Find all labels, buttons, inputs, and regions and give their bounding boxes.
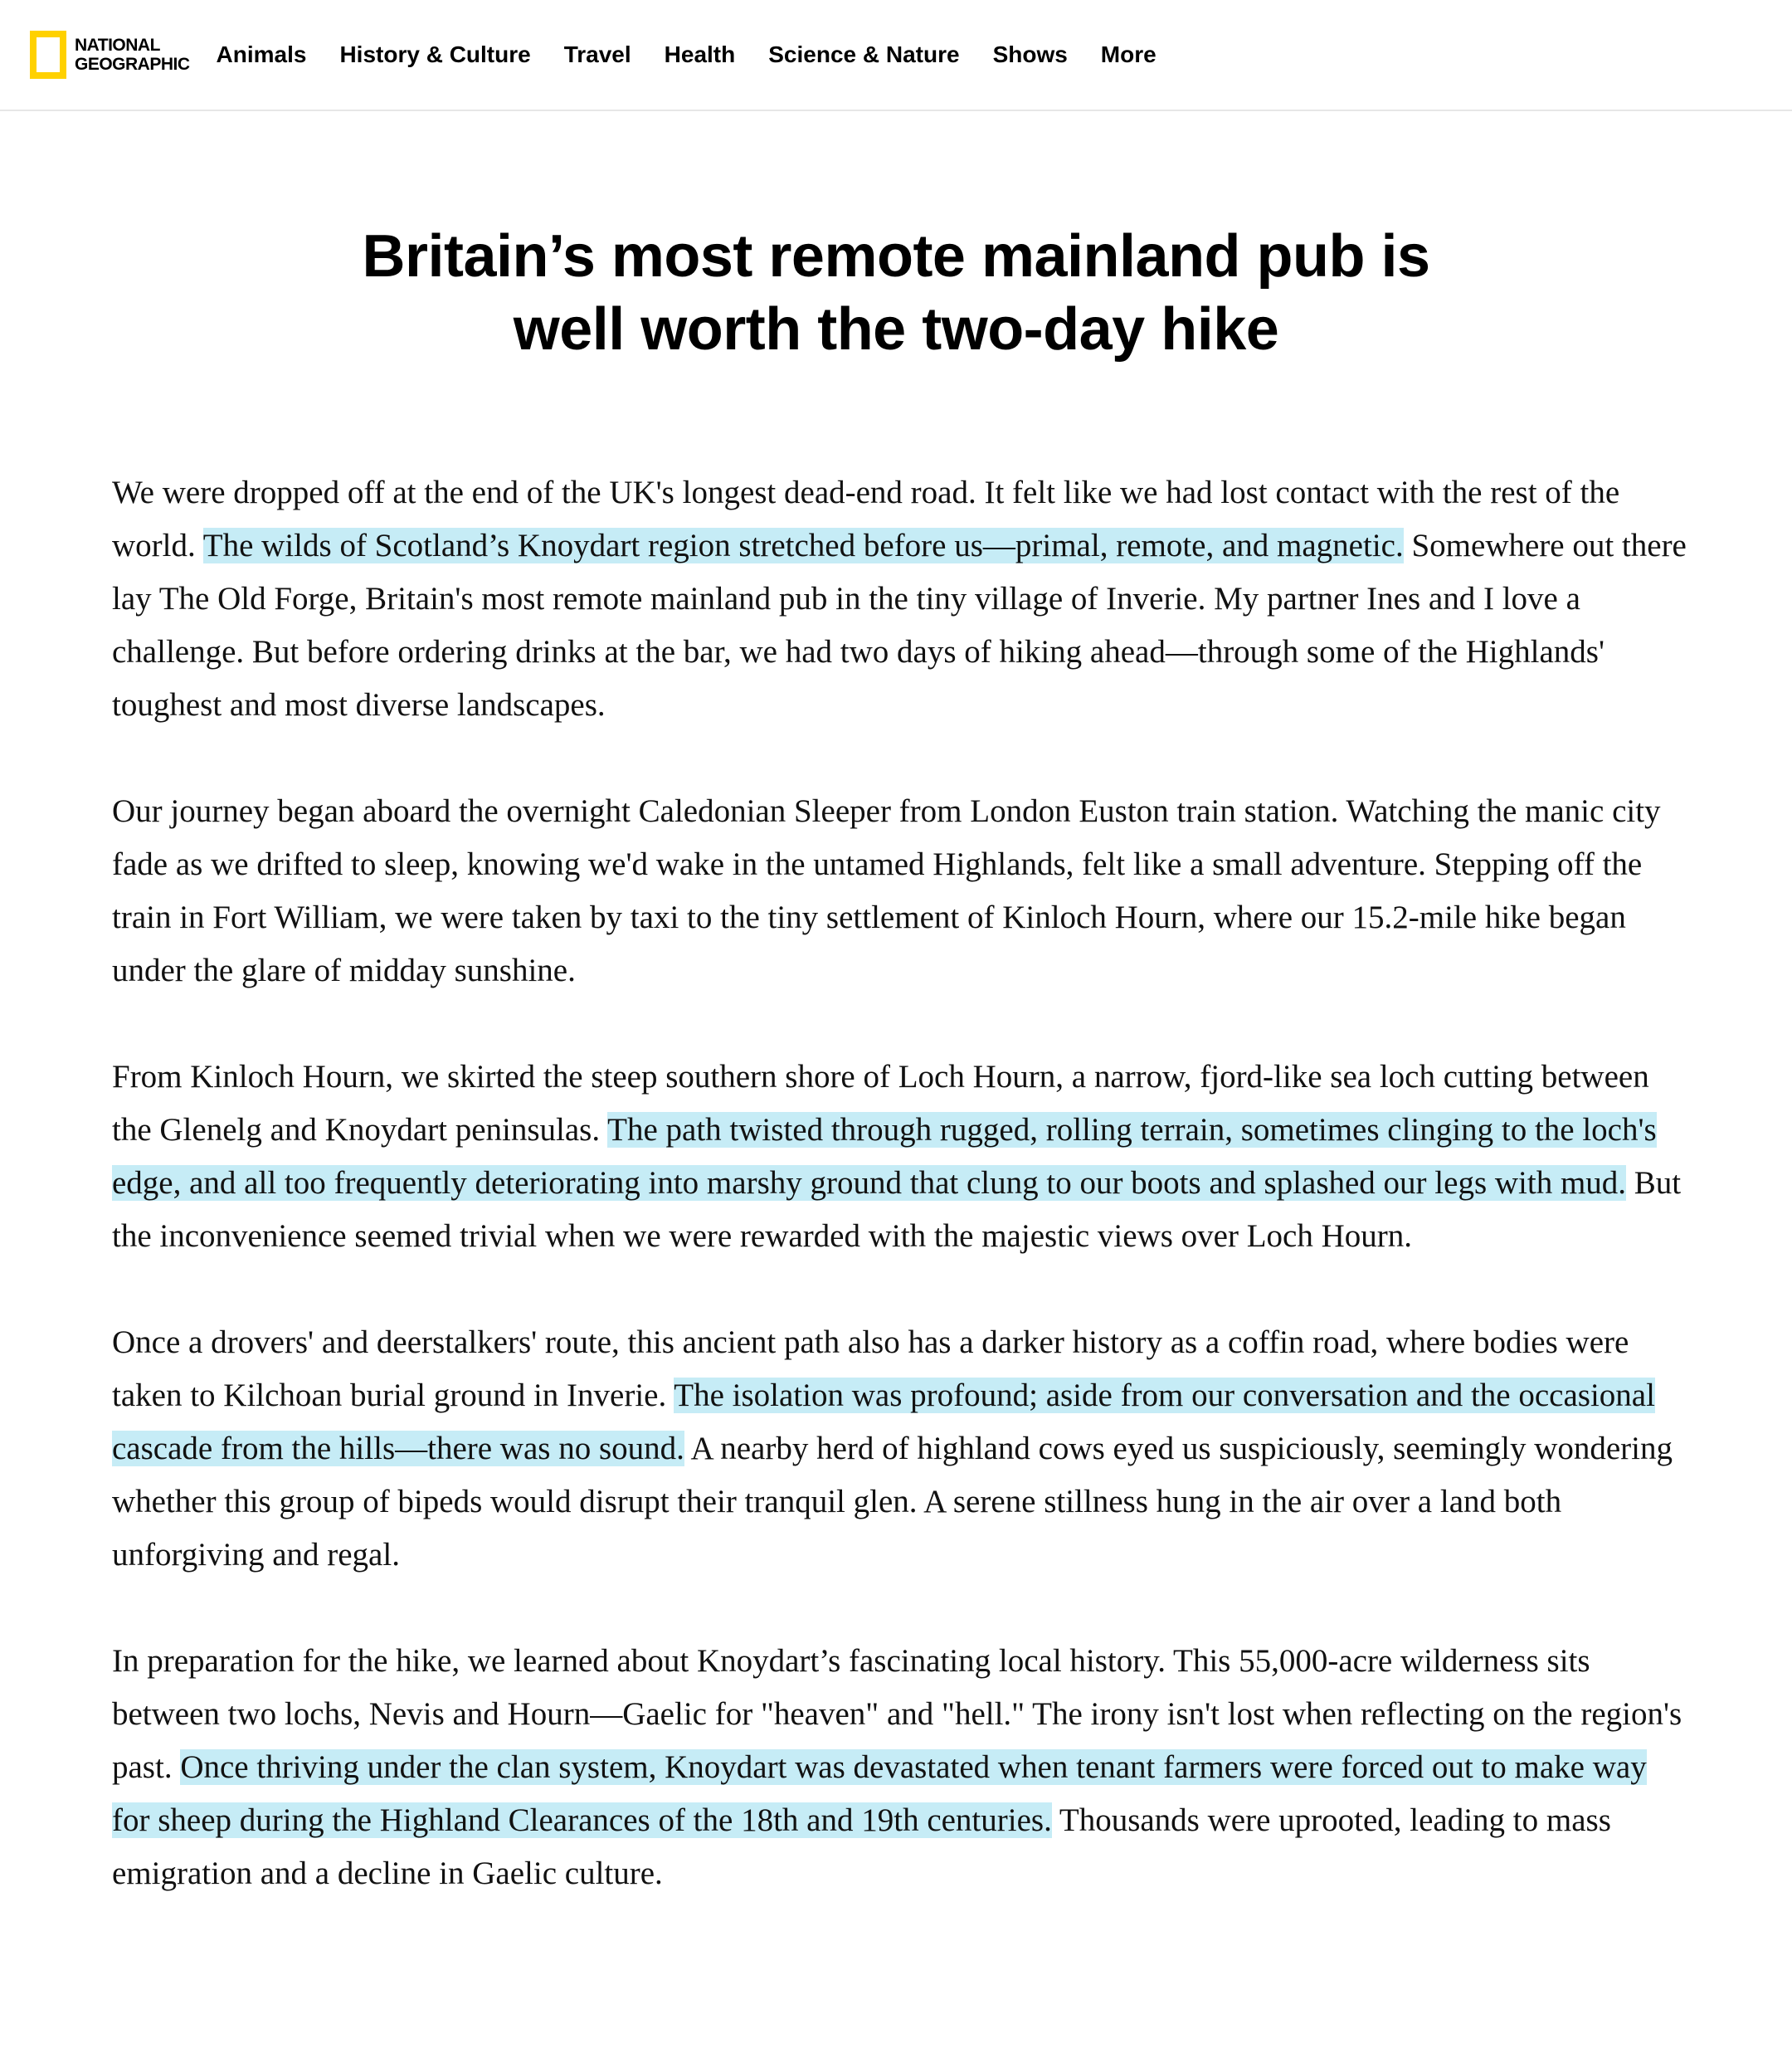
logo-line-1: NATIONAL xyxy=(75,36,160,55)
logo-wordmark xyxy=(75,36,190,74)
article-headline xyxy=(249,220,1543,366)
article-paragraph xyxy=(112,785,1688,997)
paragraph-text: Our journey began aboard the overnight Caledonian Sleeper from London Euston train station. Watching the manic city fade as we drifted to sleep, knowing we'd wake in the untamed Highlands, felt like a small adventure. Stepping off the train in Fort William, we were taken by taxi to the tiny settlement of Kinloch Hourn, where our 15.2-mile hike began under the glare of midday sunshine. xyxy=(112,793,1661,988)
highlighted-text: Once thriving under the clan system, Knoydart was devastated when tenant farmers were forced out to make way for sheep during the Highland Clearances of the 18th and 19th centuries. xyxy=(112,1749,1647,1838)
highlighted-text: The wilds of Scotland’s Knoydart region stretched before us—primal, remote, and magnetic. xyxy=(202,528,1404,563)
main-menu xyxy=(217,41,1190,68)
article-paragraph xyxy=(112,1316,1688,1582)
national-geographic-logo[interactable] xyxy=(30,31,190,79)
nav-item-travel[interactable]: Travel xyxy=(563,41,631,67)
nav-item-history-culture[interactable]: History & Culture xyxy=(339,41,531,67)
logo-line-2: GEOGRAPHIC xyxy=(75,55,190,74)
nav-item-more[interactable]: More xyxy=(1100,41,1157,67)
nav-item-animals[interactable]: Animals xyxy=(216,41,307,67)
nav-item-shows[interactable]: Shows xyxy=(992,41,1068,67)
article-paragraph xyxy=(112,466,1688,732)
paragraph-text: But the inconvenience seemed trivial when we were rewarded with the majestic views over Loch Hourn. xyxy=(112,1165,1682,1254)
article-body xyxy=(112,466,1688,1953)
paragraph-text: Once a drovers' and deerstalkers' route, this ancient path also has a darker history as a coffin road, where bodies were taken to Kilchoan burial ground in Inverie. xyxy=(112,1324,1629,1413)
paragraph-text: Thousands were uprooted, leading to mass emigration and a decline in Gaelic culture. xyxy=(112,1802,1611,1891)
yellow-border-icon xyxy=(30,31,66,79)
paragraph-text: From Kinloch Hourn, we skirted the steep southern shore of Loch Hourn, a narrow, fjord-like sea loch cutting between the Glenelg and Knoydart peninsulas. xyxy=(112,1059,1649,1148)
top-navigation-bar xyxy=(0,0,1792,111)
nav-item-health[interactable]: Health xyxy=(664,41,736,67)
highlighted-text: The isolation was profound; aside from our conversation and the occasional cascade from the hills—there was no sound. xyxy=(112,1378,1655,1466)
headline-line-2: well worth the two-day hike xyxy=(513,296,1279,363)
paragraph-text: Somewhere out there lay The Old Forge, Britain's most remote mainland pub in the tiny village of Inverie. My partner Ines and I love a challenge. But before ordering drinks at the bar, we had two days of hiking ahead—through some of the Highlands' toughest and most diverse landscapes. xyxy=(112,528,1687,723)
nav-item-science-nature[interactable]: Science & Nature xyxy=(768,41,960,67)
headline-line-1: Britain’s most remote mainland pub is xyxy=(362,223,1430,290)
paragraph-text: In preparation for the hike, we learned about Knoydart’s fascinating local history. This 55,000-acre wilderness sits between two lochs, Nevis and Hourn—Gaelic for "heaven" and "hell." The irony isn't lost when reflecting on the region's past. xyxy=(112,1643,1682,1785)
article-paragraph xyxy=(112,1635,1688,1900)
highlighted-text: The path twisted through rugged, rolling terrain, sometimes clinging to the loch's edge, and all too frequently deteriorating into marshy ground that clung to our boots and splashed our legs with mud. xyxy=(112,1112,1657,1201)
paragraph-text: A nearby herd of highland cows eyed us suspiciously, seemingly wondering whether this group of bipeds would disrupt their tranquil glen. A serene stillness hung in the air over a land both unforgiving and regal. xyxy=(112,1431,1673,1573)
paragraph-text: We were dropped off at the end of the UK's longest dead-end road. It felt like we had lost contact with the rest of the world. xyxy=(112,475,1620,563)
article-paragraph xyxy=(112,1051,1688,1263)
